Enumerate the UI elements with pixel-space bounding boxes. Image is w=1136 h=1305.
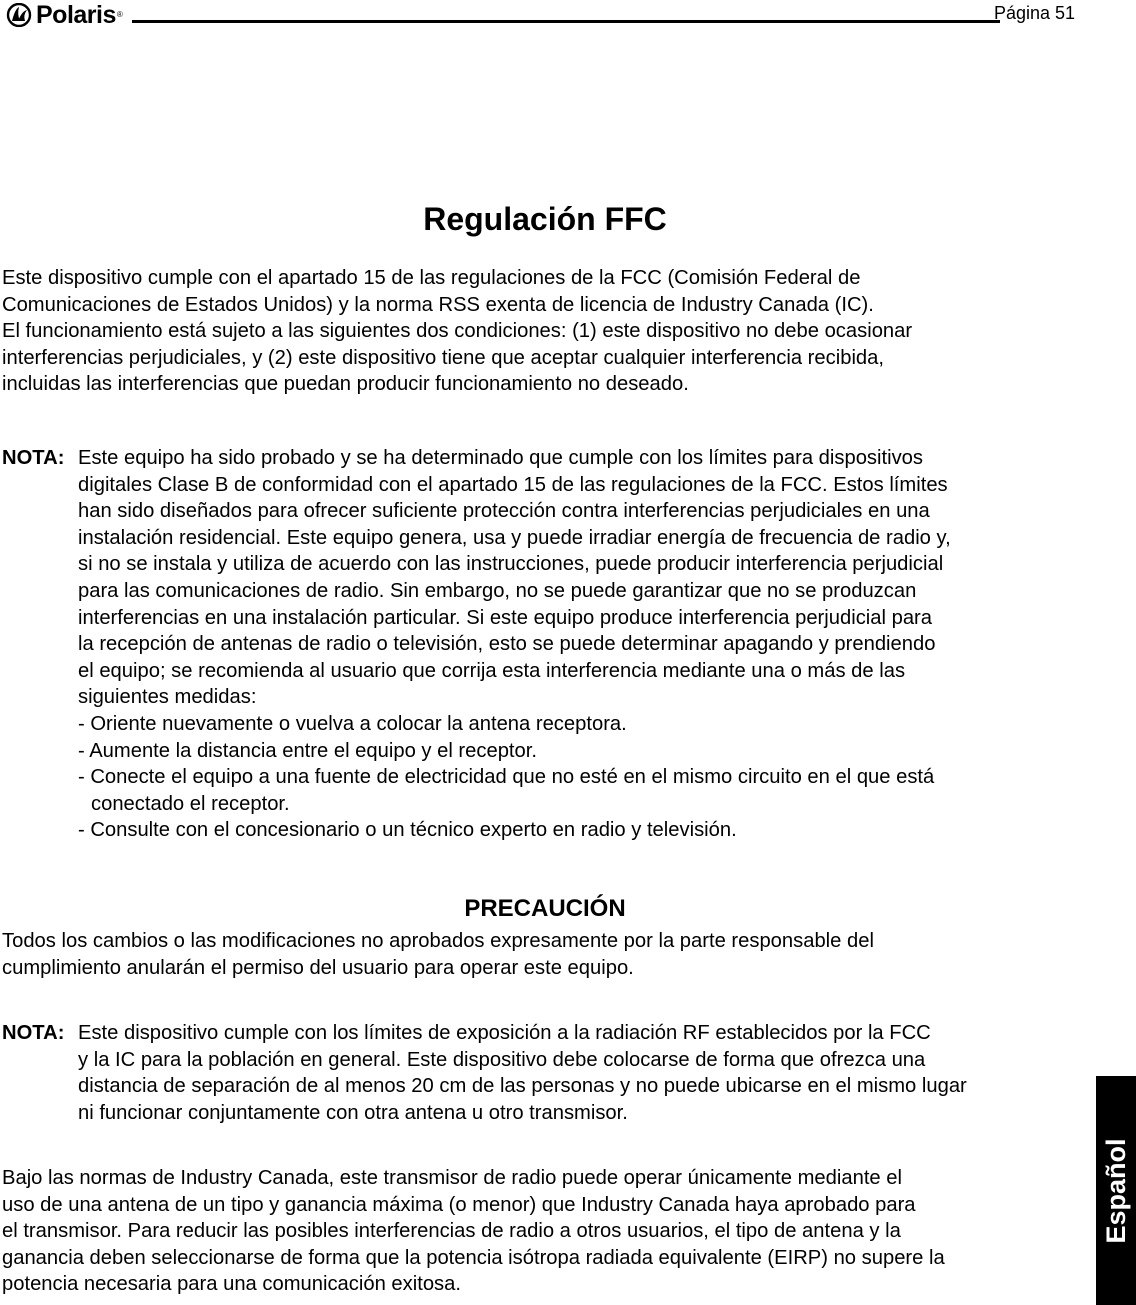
intro-line: interferencias perjudiciales, y (2) este dispositivo tiene que aceptar cualquier interferencia recibida, (2, 346, 884, 369)
nota-line: Este equipo ha sido probado y se ha determinado que cumple con los límites para dispositivos (78, 447, 924, 469)
nota-line: interferencias en una instalación particular. Si este equipo produce interferencia perjudicial para (78, 606, 932, 629)
nota-paragraph (78, 445, 951, 844)
industry-canada-paragraph (2, 1165, 945, 1298)
nota-measure-item: - Oriente nuevamente o vuelva a colocar la antena receptora. (78, 712, 627, 735)
intro-line: Este dispositivo cumple con el apartado 15 de las regulaciones de la FCC (Comisión Federal de (2, 267, 861, 289)
nota-label: NOTA: (2, 447, 65, 469)
nota-label: NOTA: (2, 1022, 65, 1044)
nota2-line: y la IC para la población en general. Este dispositivo debe colocarse de forma que ofrezca una (78, 1048, 926, 1071)
nota2-paragraph (78, 1020, 967, 1126)
precaucion-paragraph (2, 928, 874, 981)
nota-line: digitales Clase B de conformidad con el apartado 15 de las regulaciones de la FCC. Estos límites (78, 473, 948, 496)
intro-line: Comunicaciones de Estados Unidos) y la norma RSS exenta de licencia de Industry Canada (IC). (2, 293, 874, 316)
nota2-line: distancia de separación de al menos 20 cm de las personas y no puede ubicarse en el mismo lugar (78, 1075, 967, 1098)
nota-line: instalación residencial. Este equipo genera, usa y puede irradiar energía de frecuencia de radio y, (78, 526, 951, 549)
canada-line: potencia necesaria para una comunicación exitosa. (2, 1273, 461, 1296)
language-tab-label: Español (1101, 1137, 1131, 1244)
header-rule (132, 20, 1000, 23)
canada-line: Bajo las normas de Industry Canada, este transmisor de radio puede operar únicamente mediante el (2, 1167, 902, 1189)
intro-paragraph (2, 265, 912, 398)
canada-line: uso de una antena de un tipo y ganancia máxima (o menor) que Industry Canada haya aprobado para (2, 1193, 916, 1216)
logo-wordmark: Polaris® (36, 1, 123, 29)
nota-line: si no se instala y utiliza de acuerdo con las instrucciones, puede producir interferencia perjudicial (78, 553, 944, 576)
nota-line: siguientes medidas: (78, 686, 257, 709)
nota-line: para las comunicaciones de radio. Sin embargo, no se puede garantizar que no se produzcan (78, 579, 917, 602)
precaucion-line: Todos los cambios o las modificaciones no aprobados expresamente por la parte responsable del (2, 930, 874, 952)
page-number: Página 51 (994, 3, 1076, 23)
nota-measure-item: - Conecte el equipo a una fuente de electricidad que no esté en el mismo circuito en el que está (78, 766, 935, 789)
nota-line: han sido diseñados para ofrecer suficiente protección contra interferencias perjudiciales en una (78, 500, 930, 523)
nota-measure-item: - Consulte con el concesionario o un técnico experto en radio y televisión. (78, 819, 737, 842)
precaucion-line: cumplimiento anularán el permiso del usuario para operar este equipo. (2, 956, 634, 979)
nota-line: la recepción de antenas de radio o televisión, esto se puede determinar apagando y prendiendo (78, 633, 936, 656)
nota2-line: Este dispositivo cumple con los límites de exposición a la radiación RF establecidos por la FCC (78, 1022, 931, 1044)
intro-line: incluidas las interferencias que puedan producir funcionamiento no deseado. (2, 373, 689, 396)
canada-line: el transmisor. Para reducir las posibles interferencias de radio a otros usuarios, el tipo de antena y la (2, 1220, 901, 1243)
nota-line: el equipo; se recomienda al usuario que corrija esta interferencia mediante una o más de las (78, 659, 906, 682)
nota2-line: ni funcionar conjuntamente con otra antena u otro transmisor. (78, 1101, 628, 1124)
canada-line: ganancia deben seleccionarse de forma que la potencia isótropa radiada equivalente (EIRP) no supere la (2, 1246, 945, 1269)
precaucion-heading: PRECAUCIÓN (464, 895, 626, 922)
polaris-logo (4, 2, 122, 28)
nota-measure-item: - Aumente la distancia entre el equipo y el receptor. (78, 739, 537, 762)
polaris-logo-icon (4, 3, 34, 27)
language-side-tab (1096, 1076, 1136, 1305)
intro-line: El funcionamiento está sujeto a las siguientes dos condiciones: (1) este dispositivo no debe ocasionar (2, 320, 913, 343)
nota-measure-continuation: conectado el receptor. (91, 792, 290, 815)
page-title: Regulación FFC (423, 201, 667, 237)
